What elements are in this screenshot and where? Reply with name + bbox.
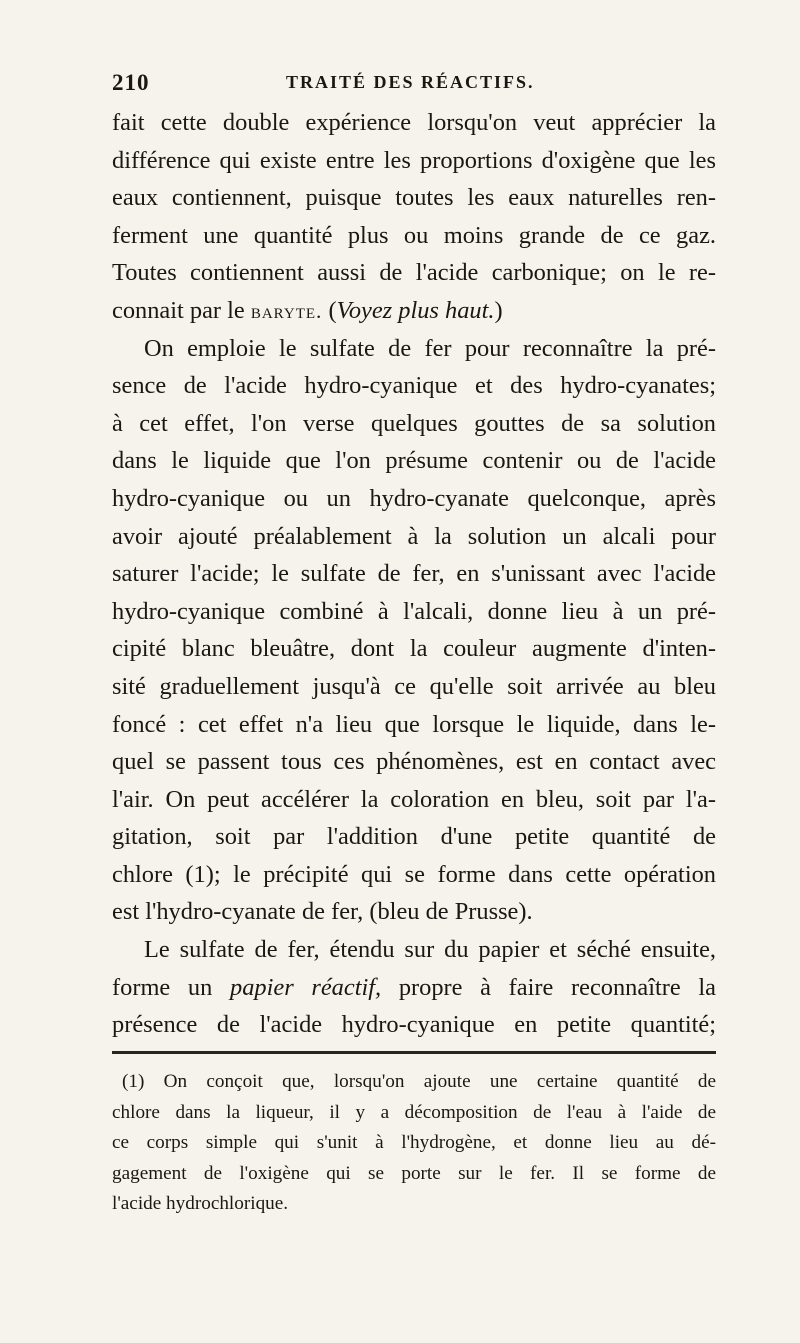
text-line: cipité blanc bleuâtre, dont la couleur augmente d'inten- [112, 635, 716, 663]
text-line: sence de l'acide hydro-cyanique et des hydro-cyanates; [112, 372, 716, 400]
text-line: Le sulfate de fer, étendu sur du papier et séché ensuite, [144, 936, 716, 964]
text-line: dans le liquide que l'on présume contenir ou de l'acide [112, 447, 716, 475]
text-line: l'air. On peut accélérer la coloration en bleu, soit par l'a- [112, 785, 716, 813]
running-title: TRAITÉ DES RÉACTIFS. [286, 72, 535, 92]
text-segment: connait par le [112, 296, 245, 324]
footnote-line: chlore dans la liqueur, il y a décomposition de l'eau à l'aide de [112, 1101, 716, 1123]
paren: ) [494, 296, 503, 324]
text-line: On emploie le sulfate de fer pour reconnaître la pré- [144, 334, 716, 362]
text-line: hydro-cyanique ou un hydro-cyanate quelconque, après [112, 484, 716, 512]
text-line: présence de l'acide hydro-cyanique en petite quantité; [112, 1011, 716, 1039]
small-caps-term: baryte. [250, 298, 323, 323]
main-text [112, 104, 716, 1044]
text-line: différence qui existe entre les proportions d'oxigène que les [112, 146, 716, 174]
text-line: foncé : cet effet n'a lieu que lorsque le liquide, dans le- [112, 710, 716, 738]
paren: ( [328, 296, 337, 324]
text-line: sité graduellement jusqu'à ce qu'elle soit arrivée au bleu [112, 672, 716, 700]
text-line: saturer l'acide; le sulfate de fer, en s'unissant avec l'acide [112, 560, 716, 588]
italic-reference: Voyez plus haut. [336, 296, 495, 324]
text-line: eaux contiennent, puisque toutes les eaux naturelles ren- [112, 184, 716, 212]
footnote-line: ce corps simple qui s'unit à l'hydrogène, et donne lieu au dé- [112, 1132, 716, 1154]
text-segment: propre à faire reconnaître la [398, 973, 716, 1001]
text-line: gitation, soit par l'addition d'une petite quantité de [112, 823, 716, 851]
page-number: 210 [112, 70, 150, 95]
text-line [112, 969, 716, 1007]
text-line [112, 292, 716, 330]
text-line: à cet effet, l'on verse quelques gouttes de sa solution [112, 409, 716, 437]
footnote-line: gagement de l'oxigène qui se porte sur le fer. Il se forme de [112, 1162, 716, 1184]
text-line: ferment une quantité plus ou moins grande de ce gaz. [112, 221, 716, 249]
text-line: fait cette double expérience lorsqu'on veut apprécier la [112, 109, 716, 136]
page-header [112, 70, 712, 104]
footnote-separator [112, 1051, 716, 1054]
text-line: avoir ajouté préalablement à la solution un alcali pour [112, 522, 716, 550]
text-segment: forme un [112, 973, 213, 1001]
italic-term: papier réactif, [230, 973, 382, 1001]
text-line: hydro-cyanique combiné à l'alcali, donne lieu à un pré- [112, 597, 716, 625]
text-line: est l'hydro-cyanate de fer, (bleu de Prusse). [112, 898, 533, 926]
footnote [112, 1067, 716, 1220]
text-line: quel se passent tous ces phénomènes, est en contact avec [112, 748, 716, 776]
footnote-line: l'acide hydrochlorique. [112, 1193, 289, 1215]
footnote-line: (1) On conçoit que, lorsqu'on ajoute une certaine quantité de [122, 1071, 716, 1092]
text-line: Toutes contiennent aussi de l'acide carbonique; on le re- [112, 259, 716, 287]
text-line: chlore (1); le précipité qui se forme dans cette opération [112, 860, 716, 888]
